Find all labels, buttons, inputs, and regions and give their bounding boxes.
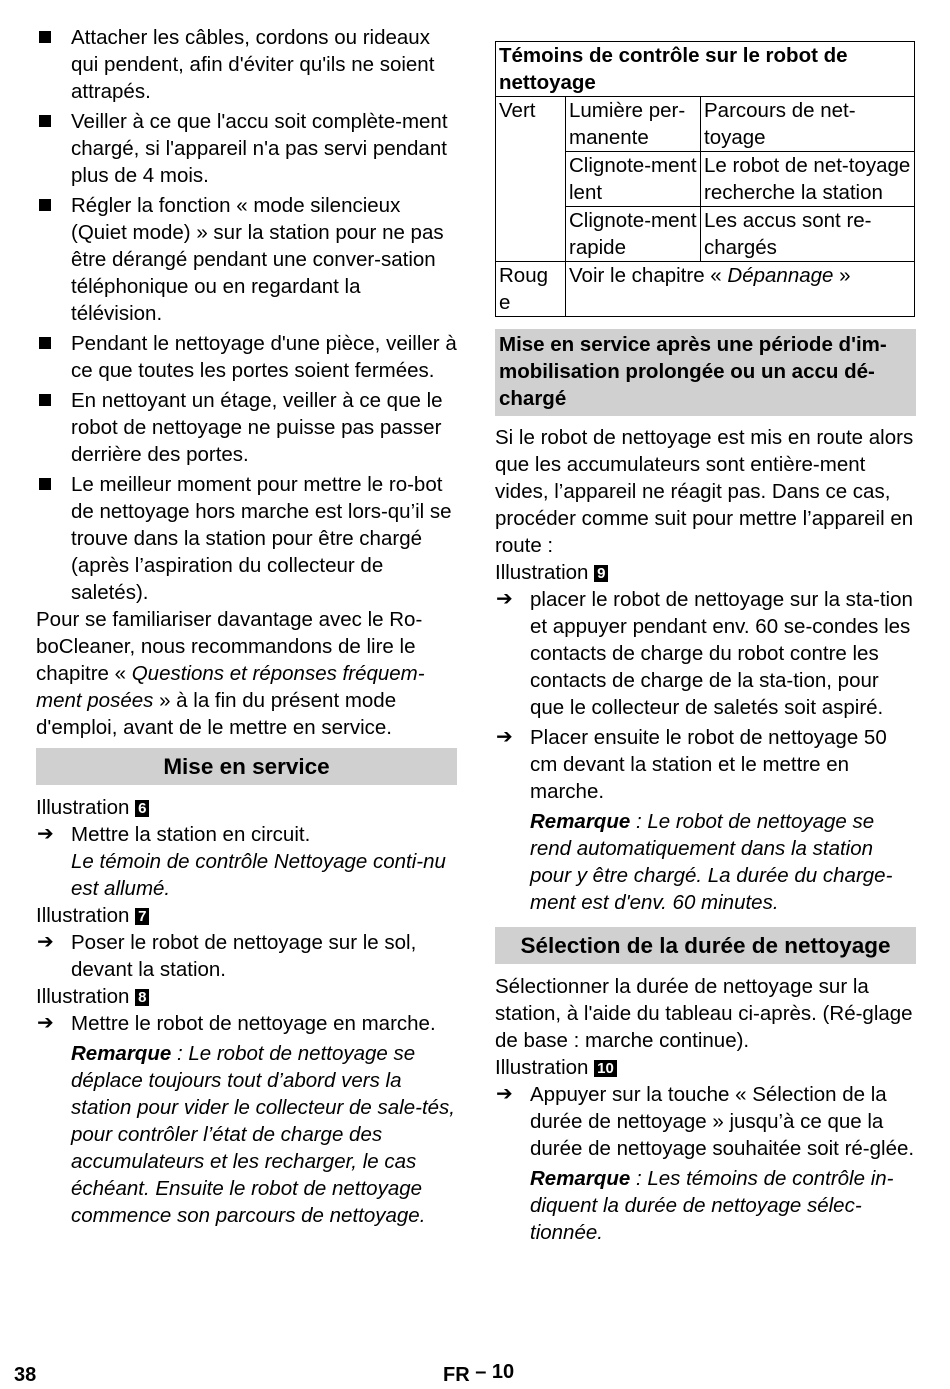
arrow-icon: ➔ [37,1012,54,1034]
arrow-icon: ➔ [496,588,513,610]
step-item: ➔ Appuyer sur la touche « Sélection de la durée de nettoyage » jusqu’à ce que la durée de nettoyage souhaitée soit ré-glée. [496,1083,915,1160]
language-page-ref: FR – 10 [443,1361,515,1386]
table-cell-meaning: Voir le chapitre « Dépannage » [566,262,915,317]
square-bullet-icon [39,337,51,349]
illustration-number: 6 [135,800,149,817]
table-title: Témoins de contrôle sur le robot de nettoyage [496,42,915,97]
square-bullet-icon [39,478,51,490]
paragraph: Si le robot de nettoyage est mis en route alors que les accumulateurs sont entière-ment vides, l’appareil ne réagit pas. Dans ce cas, procéder comme suit pour mettre l’appareil en route : [495,426,914,557]
step-note: Le témoin de contrôle Nettoyage conti-nu est allumé. [71,850,446,900]
bullet-item: Pendant le nettoyage d'une pièce, veiller à ce que toutes les portes soient fermées. [36,330,457,384]
table-cell-meaning: Les accus sont re-chargés [701,207,915,262]
step-item: ➔ Mettre la station en circuit. [37,823,311,846]
arrow-icon: ➔ [37,823,54,845]
bullet-item: En nettoyant un étage, veiller à ce que le robot de nettoyage ne puisse pas passer derrière des portes. [36,387,457,468]
step-note: Remarque : Les témoins de contrôle in-diquent la durée de nettoyage sélec-tionnée. [530,1167,894,1244]
table-cell-state: Clignote-ment rapide [566,207,701,262]
table-cell-color: Vert [496,97,566,262]
table-cell-meaning: Parcours de net-toyage [701,97,915,152]
step-note: Remarque : Le robot de nettoyage se déplace toujours tout d’abord vers la station pour vider le collecteur de sale-tés, pour contrôler l’état de charge des accumulateurs et les recharger, le cas échéant. Ensuite le robot de nettoyage commence son parcours de nettoyage. [71,1042,456,1227]
square-bullet-icon [39,394,51,406]
step-note: Remarque : Le robot de nettoyage se rend automatiquement dans la station pour y être chargé. La durée du charge-ment est d'env. 60 minutes. [530,810,893,914]
section-heading-mise-en-service: Mise en service [36,748,457,785]
bullet-item: Attacher les câbles, cordons ou rideaux qui pendent, afin d'éviter qu'ils ne soient attrapés. [36,24,457,105]
table-cell-color: Roug e [496,262,566,317]
table-cell-state: Lumière per-manente [566,97,701,152]
left-column [36,24,457,1229]
step-item: ➔ placer le robot de nettoyage sur la sta-tion et appuyer pendant env. 60 se-condes les contacts de charge du robot contre les contacts de charge de la sta-tion, pour que le collecteur de saletés soit aspiré. [496,588,913,719]
bullet-list [36,24,457,606]
illustration-number: 8 [135,989,149,1006]
arrow-icon: ➔ [496,726,513,748]
step-item: ➔ Mettre le robot de nettoyage en marche. [37,1012,436,1035]
section-heading-apres-immobilisation: Mise en service après une période d'im-mobilisation prolongée ou un accu dé-chargé [495,329,916,416]
illustration-number: 9 [594,565,608,582]
illustration-ref: Illustration 6 [36,794,457,821]
step-item: ➔ Placer ensuite le robot de nettoyage 50 cm devant la station et le mettre en marche. [496,726,887,803]
paragraph: Sélectionner la durée de nettoyage sur la station, à l'aide du tableau ci-après. (Ré-glage de base : marche continue). [495,975,913,1052]
square-bullet-icon [39,199,51,211]
step-item: ➔ Poser le robot de nettoyage sur le sol, devant la station. [37,931,417,981]
right-column [495,24,916,1246]
table-cell-state: Clignote-ment lent [566,152,701,207]
intro-paragraph: Pour se familiariser davantage avec le Ro-boCleaner, nous recommandons de lire le chapitre « Questions et réponses fréquem-ment posées » à la fin du présent mode d'emploi, avant de le mettre en service. [36,608,425,739]
illustration-number: 7 [135,908,149,925]
section-heading-selection-duree: Sélection de la durée de nettoyage [495,927,916,964]
arrow-icon: ➔ [37,931,54,953]
illustration-ref: Illustration 9 [495,559,916,586]
square-bullet-icon [39,31,51,43]
bullet-item: Le meilleur moment pour mettre le ro-bot de nettoyage hors marche est lors-qu’il se trouve dans la station pour être chargé (après l’aspiration du collecteur de saletés). [36,471,457,606]
illustration-ref: Illustration 7 [36,902,457,929]
bullet-item: Régler la fonction « mode silencieux (Quiet mode) » sur la station pour ne pas être dérangé pendant une conver-sation téléphonique ou en regardant la télévision. [36,192,457,327]
indicator-table [495,41,915,317]
illustration-number: 10 [594,1060,617,1077]
illustration-ref: Illustration 10 [495,1054,916,1081]
illustration-ref: Illustration 8 [36,983,457,1010]
square-bullet-icon [39,115,51,127]
arrow-icon: ➔ [496,1083,513,1105]
table-cell-meaning: Le robot de net-toyage recherche la station [701,152,915,207]
bullet-item: Veiller à ce que l'accu soit complète-ment chargé, si l'appareil n'a pas servi pendant plus de 4 mois. [36,108,457,189]
page-number: 38 [14,1364,37,1386]
